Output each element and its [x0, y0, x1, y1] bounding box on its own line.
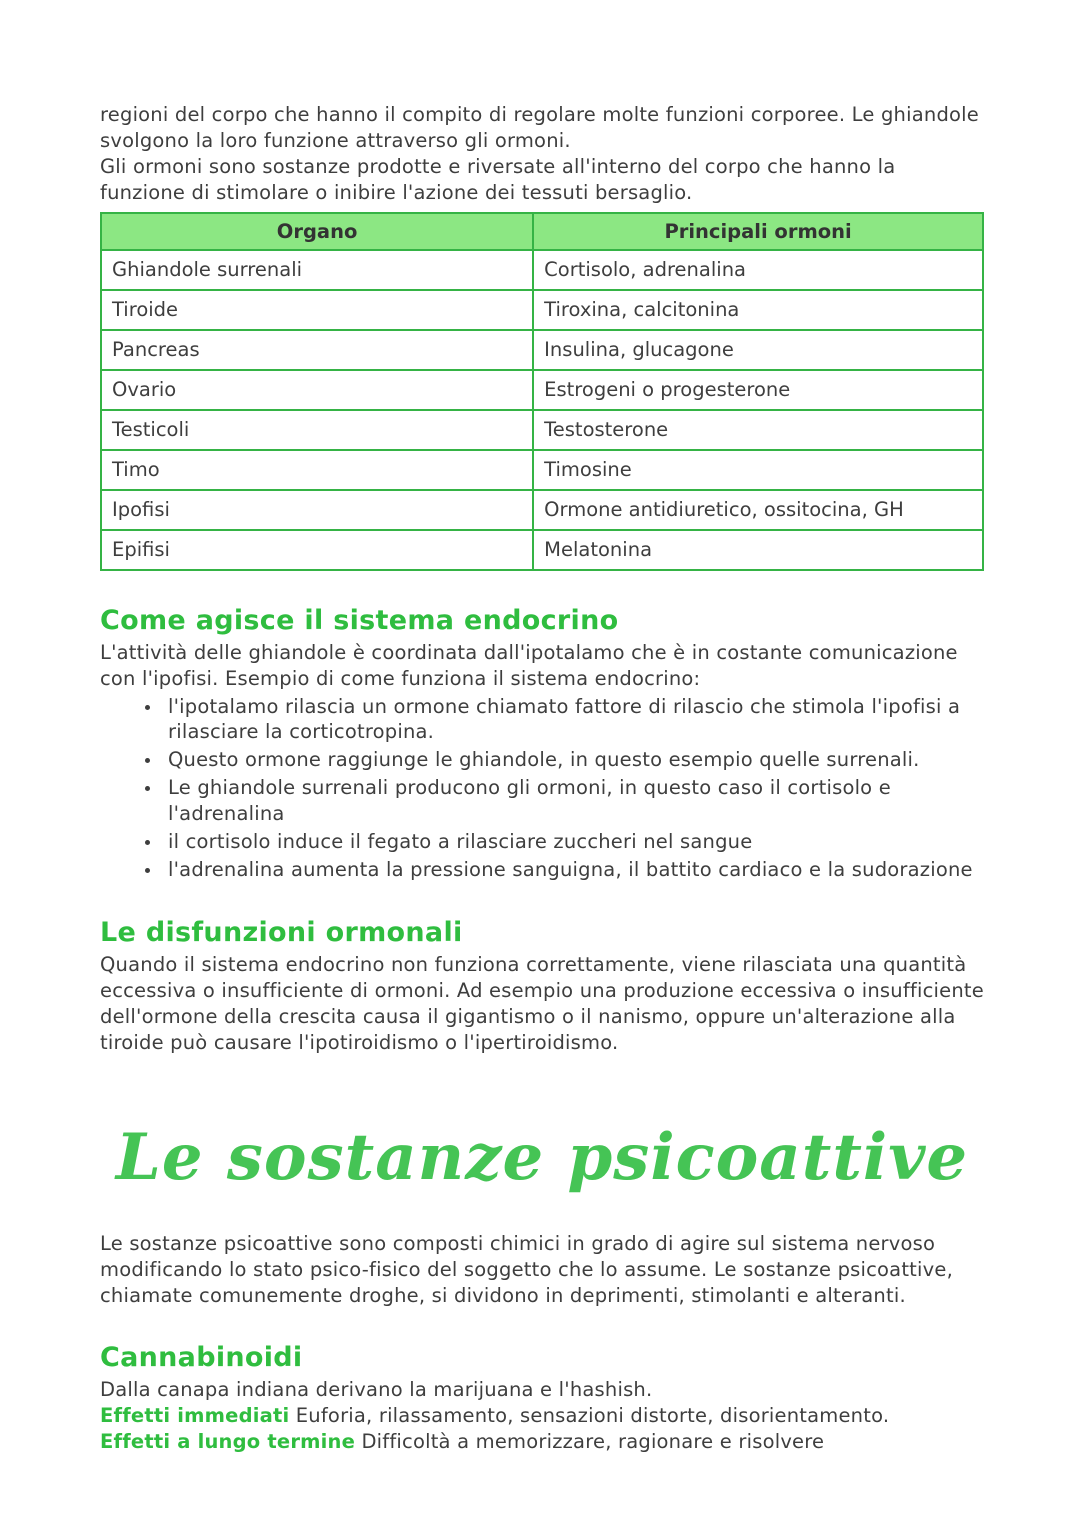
bullet-item: • il cortisolo induce il fegato a rilasciare zuccheri nel sangue	[162, 829, 984, 855]
table-row	[101, 330, 983, 370]
intro-paragraph-2: Gli ormoni sono sostanze prodotte e riversate all'interno del corpo che hanno la funzione di stimolare o inibire l'azione dei tessuti bersaglio.	[100, 154, 896, 204]
bullet-item: • Questo ormone raggiunge le ghiandole, in questo esempio quelle surrenali.	[162, 747, 984, 773]
cannabinoidi-effetti-lungo	[100, 1429, 984, 1455]
effetti-lungo-label: Effetti a lungo termine	[100, 1430, 356, 1454]
table-header-organo: Organo	[101, 213, 533, 250]
table-row	[101, 290, 983, 330]
cell-hormones: Tiroxina, calcitonina	[533, 290, 983, 330]
table-row	[101, 410, 983, 450]
page-title: Le sostanze psicoattive	[115, 1119, 969, 1195]
cell-organ: Testicoli	[101, 410, 533, 450]
intro-section	[100, 102, 984, 206]
table-row	[101, 250, 983, 290]
section-disfunzioni	[100, 917, 984, 1056]
table-header-ormoni: Principali ormoni	[533, 213, 983, 250]
section-psicoattive	[100, 1231, 984, 1309]
table-row	[101, 490, 983, 530]
bullet-item: • l'ipotalamo rilascia un ormone chiamato fattore di rilascio che stimola l'ipofisi a rilasciare la corticotropina.	[162, 694, 984, 746]
effetti-lungo-text: Difficoltà a memorizzare, ragionare e risolvere	[355, 1430, 825, 1454]
cell-hormones: Estrogeni o progesterone	[533, 370, 983, 410]
endocrino-paragraph: L'attività delle ghiandole è coordinata dall'ipotalamo che è in costante comunicazione con l'ipofisi. Esempio di come funziona il sistema endocrino:	[100, 640, 958, 690]
cell-hormones: Timosine	[533, 450, 983, 490]
cell-organ: Ovario	[101, 370, 533, 410]
cell-organ: Epifisi	[101, 530, 533, 570]
table-row	[101, 450, 983, 490]
section-heading-disfunzioni: Le disfunzioni ormonali	[100, 916, 463, 948]
effetti-immediati-label: Effetti immediati	[100, 1404, 290, 1428]
effetti-immediati-text: Euforia, rilassamento, sensazioni distorte, disorientamento.	[289, 1404, 890, 1428]
cell-hormones: Cortisolo, adrenalina	[533, 250, 983, 290]
bullet-item: • l'adrenalina aumenta la pressione sanguigna, il battito cardiaco e la sudorazione	[162, 857, 984, 883]
disfunzioni-paragraph: Quando il sistema endocrino non funziona correttamente, viene rilasciata una quantità eccessiva o insufficiente di ormoni. Ad esempio una produzione eccessiva o insufficiente dell'ormone della crescita causa il gigantismo o il nanismo, oppure un'alterazione alla tiroide può causare l'ipotiroidismo o l'ipertiroidismo.	[100, 952, 984, 1054]
cell-organ: Ipofisi	[101, 490, 533, 530]
cell-hormones: Ormone antidiuretico, ossitocina, GH	[533, 490, 983, 530]
bullet-item: • Le ghiandole surrenali producono gli ormoni, in questo caso il cortisolo e l'adrenalina	[162, 775, 984, 827]
cannabinoidi-line1: Dalla canapa indiana derivano la marijuana e l'hashish.	[100, 1378, 653, 1402]
cell-organ: Timo	[101, 450, 533, 490]
section-heading-endocrino: Come agisce il sistema endocrino	[100, 604, 619, 636]
cell-hormones: Insulina, glucagone	[533, 330, 983, 370]
section-heading-cannabinoidi: Cannabinoidi	[100, 1342, 303, 1374]
table-row	[101, 370, 983, 410]
section-endocrino	[100, 605, 984, 883]
psicoattive-paragraph: Le sostanze psicoattive sono composti chimici in grado di agire sul sistema nervoso modificando lo stato psico-fisico del soggetto che lo assume. Le sostanze psicoattive, chiamate comunemente droghe, si dividono in deprimenti, stimolanti e alteranti.	[100, 1231, 953, 1307]
cannabinoidi-effetti-immediati	[100, 1403, 984, 1429]
cell-organ: Ghiandole surrenali	[101, 250, 533, 290]
cell-organ: Pancreas	[101, 330, 533, 370]
cell-hormones: Testosterone	[533, 410, 983, 450]
table-row	[101, 530, 983, 570]
hormone-table	[100, 212, 984, 571]
intro-paragraph-1: regioni del corpo che hanno il compito di regolare molte funzioni corporee. Le ghiandole svolgono la loro funzione attraverso gli ormoni.	[100, 103, 979, 152]
table-header-row	[101, 213, 983, 250]
section-cannabinoidi	[100, 1342, 984, 1455]
endocrino-bullet-list	[100, 694, 984, 883]
cell-hormones: Melatonina	[533, 530, 983, 570]
cell-organ: Tiroide	[101, 290, 533, 330]
